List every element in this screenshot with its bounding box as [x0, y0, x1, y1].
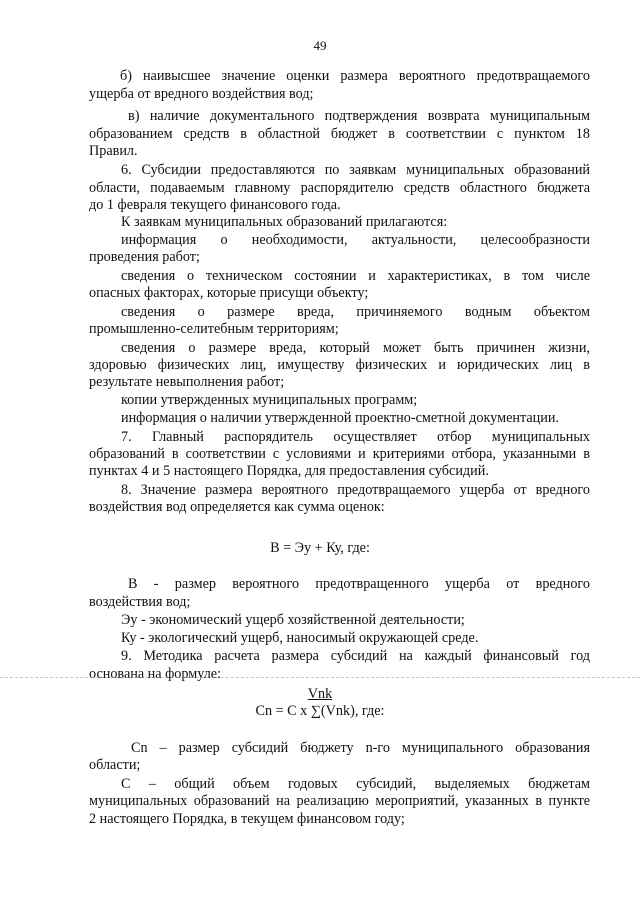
text-line: информация о необходимости, актуальности, целесообразности	[121, 232, 590, 248]
text-line: до 1 февраля текущего финансового года.	[89, 197, 341, 213]
text-line: промышленно-селитебным территориям;	[89, 321, 339, 337]
text-line: копии утвержденных муниципальных программ;	[121, 392, 418, 408]
text-line: образований в соответствии с условиями и критериями отбора, указанными в	[89, 446, 590, 462]
text-line: проведения работ;	[89, 249, 200, 265]
text-line: 9. Методика расчета размера субсидий на каждый финансовый год	[121, 648, 590, 664]
text-line: Cn – размер субсидий бюджету n-го муниципального образования	[131, 740, 590, 756]
text-line: б) наивысшее значение оценки размера вероятного предотвращаемого	[120, 68, 590, 84]
text-line: 6. Субсидии предоставляются по заявкам муниципальных образований	[121, 162, 590, 178]
text-line: области;	[89, 757, 141, 773]
text-line: С – общий объем годовых субсидий, выделяемых бюджетам	[121, 776, 590, 792]
text-line: результате невыполнения работ;	[89, 374, 285, 390]
formula-damage: В = Эу + Ку, где:	[270, 540, 370, 556]
text-line: опасных факторах, которые присущи объекту;	[89, 285, 369, 301]
text-line: В - размер вероятного предотвращенного ущерба от вредного	[128, 576, 590, 592]
text-line: 2 настоящего Порядка, в текущем финансовом году;	[89, 811, 405, 827]
text-line: 7. Главный распорядитель осуществляет отбор муниципальных	[121, 429, 590, 445]
text-line: К заявкам муниципальных образований прилагаются:	[121, 214, 448, 230]
text-line: в) наличие документального подтверждения возврата муниципальным	[128, 108, 590, 124]
text-line: воздействия вод определяется как сумма оценок:	[89, 499, 385, 515]
text-line: области, подаваемым главному распорядителю средств областного бюджета	[89, 180, 590, 196]
text-line: сведения о размере вреда, причиняемого водным объектом	[121, 304, 590, 320]
text-line: сведения о техническом состоянии и характеристиках, в том числе	[121, 268, 590, 284]
text-line: образованием средств в областной бюджет в соответствии с пунктом 18	[89, 126, 590, 142]
text-line: сведения о размере вреда, который может быть причинен жизни,	[121, 340, 590, 356]
text-line: здоровью физических лиц, имуществу физических и юридических лиц в	[89, 357, 590, 373]
scan-artifact-line	[0, 677, 640, 678]
text-line: Эу - экономический ущерб хозяйственной деятельности;	[121, 612, 465, 628]
text-line: Ку - экологический ущерб, наносимый окружающей среде.	[121, 630, 479, 646]
text-line: воздействия вод;	[89, 594, 191, 610]
text-line: информация о наличии утвержденной проектно-сметной документации.	[121, 410, 559, 426]
text-line: основана на формуле:	[89, 666, 222, 682]
text-line: пунктах 4 и 5 настоящего Порядка, для предоставления субсидий.	[89, 463, 489, 479]
formula-numerator: Vnk	[307, 686, 333, 702]
text-line: Правил.	[89, 143, 138, 159]
text-line: ущерба от вредного воздействия вод;	[89, 86, 314, 102]
text-line: муниципальных образований на реализацию мероприятий, указанных в пункте	[89, 793, 590, 809]
formula-subsidy: Cn = C x ∑(Vnk), где:	[255, 703, 385, 719]
page-number: 49	[313, 38, 327, 53]
text-line: 8. Значение размера вероятного предотвращаемого ущерба от вредного	[121, 482, 590, 498]
